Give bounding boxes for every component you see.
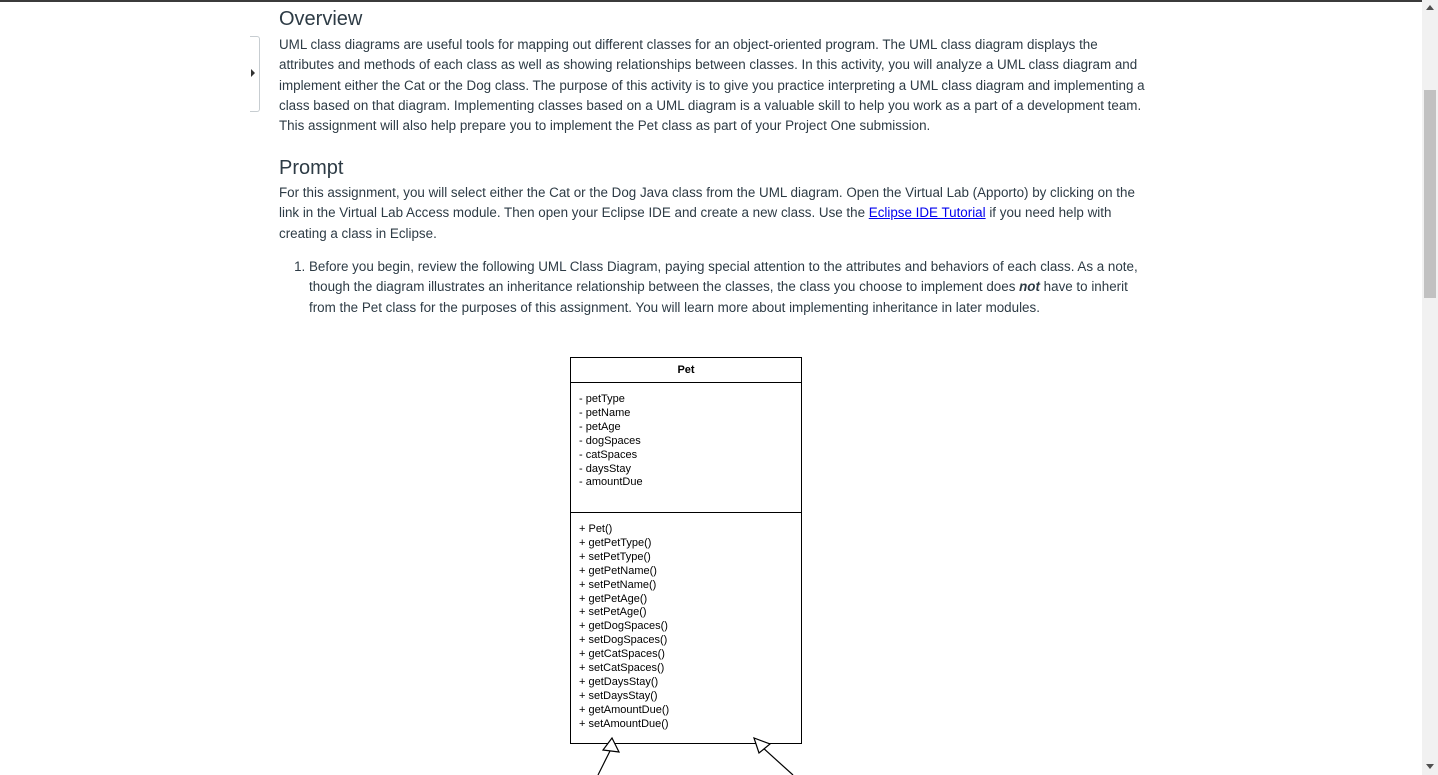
uml-method: + getCatSpaces()	[579, 648, 665, 661]
uml-method: + getDogSpaces()	[579, 620, 668, 633]
step-text-before: Before you begin, review the following UML Class Diagram, paying special attention to the attributes and behaviors of each class. As a note, though the diagram illustrates an inheritance relationship between the classes, the class you choose to implement does	[309, 259, 1138, 295]
uml-attribute: - petAge	[579, 420, 621, 433]
uml-method: + setDaysStay()	[579, 689, 658, 702]
prompt-text-after-link: if you need help with creating a class in Eclipse.	[279, 205, 1112, 241]
uml-attribute: - amountDue	[579, 476, 643, 489]
uml-method: + getPetAge()	[579, 592, 648, 605]
prompt-text-before-link: For this assignment, you will select either the Cat or the Dog Java class from the UML diagram. Open the Virtual Lab (Apporto) by clicking on the link in the Virtual Lab Access module. Then open your Eclipse IDE and create a new class. Use the	[279, 185, 1135, 221]
step-text-after: have to inherit from the Pet class for the purposes of this assignment. You will learn more about implementing inheritance in later modules.	[309, 279, 1128, 315]
uml-method: + setAmountDue()	[579, 717, 669, 730]
uml-method: + getPetName()	[579, 564, 657, 577]
uml-method: + getDaysStay()	[579, 675, 659, 688]
uml-method: + setDogSpaces()	[579, 634, 668, 647]
uml-method: + getPetType()	[579, 536, 652, 549]
uml-method: + getAmountDue()	[579, 703, 670, 716]
uml-class-name: Pet	[571, 358, 801, 383]
uml-attribute: - petType	[579, 393, 625, 405]
step-emphasis: not	[1019, 279, 1040, 295]
eclipse-ide-tutorial-link[interactable]: Eclipse IDE Tutorial	[868, 205, 986, 221]
uml-attribute: - daysStay	[579, 462, 631, 475]
uml-attribute: - catSpaces	[579, 448, 638, 461]
overview-paragraph: UML class diagrams are useful tools for mapping out different classes for an object-oriented program. The UML class diagram displays the attributes and methods of each class as well as showing relationships between classes. In this activity, you will analyze a UML class diagram and implement either the Cat or the Dog class. The purpose of this activity is to give you practice interpreting a UML class diagram and implementing a class based on that diagram. Implementing classes based on a UML diagram is a valuable skill to help you work as a part of a development team. This assignment will also help prepare you to implement the Pet class as part of your Project One submission.	[279, 37, 1145, 134]
uml-method: + setPetName()	[579, 578, 657, 591]
vertical-scrollbar[interactable]	[1422, 0, 1438, 775]
uml-method: + setCatSpaces()	[579, 662, 665, 675]
uml-method: + setPetType()	[579, 550, 651, 563]
inheritance-arrow-right	[754, 738, 793, 775]
prompt-heading: Prompt	[279, 157, 344, 179]
scrollbar-thumb[interactable]	[1424, 90, 1436, 298]
uml-attribute: - petName	[579, 406, 631, 419]
uml-attribute: - dogSpaces	[579, 434, 641, 447]
uml-method: + setPetAge()	[579, 606, 647, 619]
uml-method: + Pet()	[579, 523, 613, 535]
scroll-up-icon[interactable]	[1426, 5, 1434, 10]
scroll-down-icon[interactable]	[1426, 764, 1434, 769]
inheritance-arrow-left	[598, 738, 619, 775]
overview-heading: Overview	[279, 8, 363, 30]
